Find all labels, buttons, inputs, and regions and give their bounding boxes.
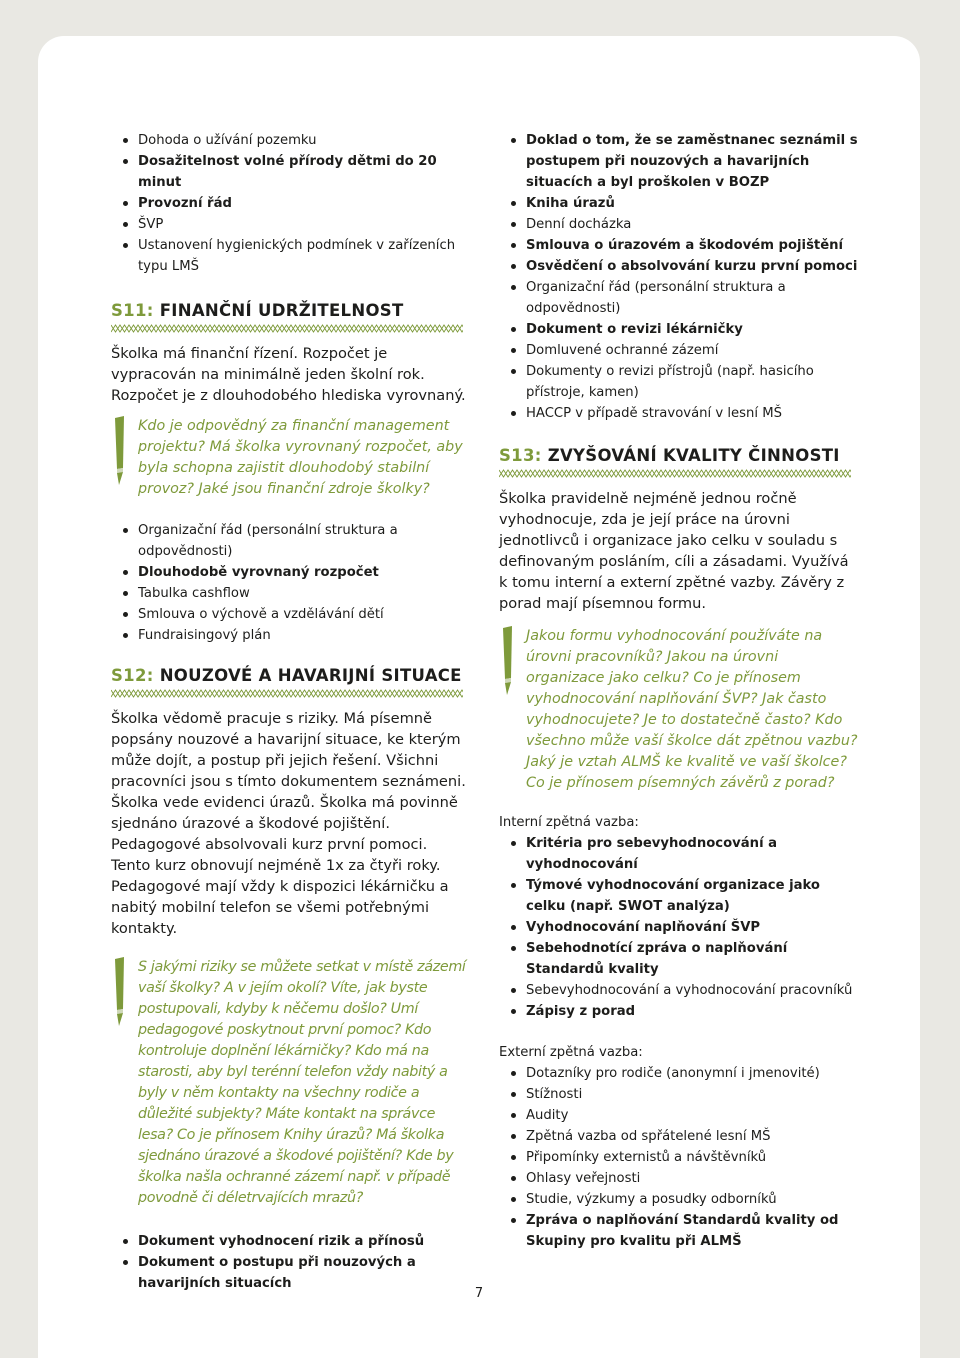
list-item: Organizační řád (personální struktura a odpovědnosti) bbox=[499, 277, 859, 319]
page-number: 7 bbox=[474, 1286, 484, 1301]
right-column bbox=[499, 130, 859, 1252]
section-code: S13: bbox=[499, 446, 542, 465]
list-item: Dotazníky pro rodiče (anonymní i jmenovité) bbox=[499, 1063, 859, 1084]
section-body-text: Školka má finanční řízení. Rozpočet je vypracován na minimálně jeden školní rok. Rozpočet je z dlouhodobého hlediska vyrovnaný. bbox=[111, 345, 466, 404]
pencil-icon bbox=[499, 626, 513, 696]
list-item: Audity bbox=[499, 1105, 859, 1126]
list-item: Domluvené ochranné zázemí bbox=[499, 340, 859, 361]
zigzag-divider bbox=[111, 324, 463, 333]
external-feedback-label: Externí zpětná vazba: bbox=[499, 1045, 643, 1060]
pencil-icon bbox=[111, 416, 125, 486]
question-text: Kdo je odpovědný za finanční management projektu? Má školka vyrovnaný rozpočet, aby byla schopna zajistit dlouhodobý stabilní provoz? Jaké jsou finanční zdroje školky? bbox=[138, 418, 463, 497]
list-item: Kniha úrazů bbox=[499, 193, 859, 214]
question-text: S jakými riziky se můžete setkat v místě zázemí vaší školky? A v jejím okolí? Víte, jak byste postupovali, kdyby k něčemu došlo? Umí pedagogové poskytnout první pomoc? Kdo kontroluje doplnění lékárničky? Kdo má na starosti, aby byl terénní telefon vždy nabitý a byly v něm kontakty na všechny rodiče a důležité subjekty? Máte kontakt na správce lesa? Co je přínosem Knihy úrazů? Má školka sjednáno úrazové a škodové pojištění? Kde by školka našla ochranné zázemí např. v případě povodně či déletrvajících mrazů? bbox=[138, 959, 466, 1206]
list-item: Dohoda o užívání pozemku bbox=[111, 130, 469, 151]
section-body-text: Školka pravidelně nejméně jednou ročně vyhodnocuje, zda je její práce na úrovni jednotlivců i organizace jako celku v souladu s definovaným posláním, cíli a zásadami. Využívá k tomu interní a externí zpětné vazby. Závěry z porad mají písemnou formu. bbox=[499, 490, 849, 612]
reflection-questions bbox=[111, 957, 469, 1209]
list-item: Připomínky externistů a návštěvníků bbox=[499, 1147, 859, 1168]
zigzag-divider bbox=[499, 469, 851, 478]
section-s13 bbox=[499, 446, 859, 1252]
list-item: Zpráva o naplňování Standardů kvality od Skupiny pro kvalitu při ALMŠ bbox=[499, 1210, 859, 1252]
list-item: ŠVP bbox=[111, 214, 469, 235]
section-title: FINANČNÍ UDRŽITELNOST bbox=[159, 301, 404, 320]
document-list-s12 bbox=[111, 1231, 469, 1294]
internal-feedback-label: Interní zpětná vazba: bbox=[499, 815, 639, 830]
top-list-left bbox=[111, 130, 469, 277]
list-item: Provozní řád bbox=[111, 193, 469, 214]
list-item: Osvědčení o absolvování kurzu první pomoci bbox=[499, 256, 859, 277]
list-item: Týmové vyhodnocování organizace jako celku (např. SWOT analýza) bbox=[499, 875, 859, 917]
list-item: Dokument o postupu při nouzových a havarijních situacích bbox=[111, 1252, 469, 1294]
list-item: Dokumenty o revizi přístrojů (např. hasicího přístroje, kamen) bbox=[499, 361, 859, 403]
page-sheet bbox=[38, 36, 920, 1358]
list-item: Dlouhodobě vyrovnaný rozpočet bbox=[111, 562, 469, 583]
list-item: HACCP v případě stravování v lesní MŠ bbox=[499, 403, 859, 424]
external-feedback-list bbox=[499, 1063, 859, 1252]
list-item: Denní docházka bbox=[499, 214, 859, 235]
top-list-right bbox=[499, 130, 859, 424]
pencil-icon bbox=[111, 957, 125, 1027]
section-s12 bbox=[111, 666, 469, 1294]
reflection-questions bbox=[111, 416, 469, 500]
section-code: S11: bbox=[111, 301, 154, 320]
document-list-s11 bbox=[111, 520, 469, 646]
list-item: Dokument vyhodnocení rizik a přínosů bbox=[111, 1231, 469, 1252]
list-item: Sebevyhodnocování a vyhodnocování pracovníků bbox=[499, 980, 859, 1001]
section-heading-s11 bbox=[111, 301, 469, 320]
list-item: Dokument o revizi lékárničky bbox=[499, 319, 859, 340]
section-body-text: Školka vědomě pracuje s riziky. Má písemně popsány nouzové a havarijní situace, ke kterým může dojít, a postup při jejich řešení. Všichni pracovníci jsou s tímto dokumentem seznámeni. Školka vede evidenci úrazů. Školka má povinně sjednáno úrazové a škodové pojištění. Pedagogové absolvovali kurz první pomoci. Tento kurz obnovují nejméně 1x za čtyři roky. Pedagogové mají vždy k dispozici lékárničku a nabitý mobilní telefon se všemi potřebnými kontakty. bbox=[111, 710, 466, 937]
left-column bbox=[111, 130, 469, 1294]
list-item: Smlouva o výchově a vzdělávání dětí bbox=[111, 604, 469, 625]
list-item: Ohlasy veřejnosti bbox=[499, 1168, 859, 1189]
section-code: S12: bbox=[111, 666, 154, 685]
list-item: Zápisy z porad bbox=[499, 1001, 859, 1022]
list-item: Zpětná vazba od spřátelené lesní MŠ bbox=[499, 1126, 859, 1147]
list-item: Kritéria pro sebevyhodnocování a vyhodnocování bbox=[499, 833, 859, 875]
list-item: Studie, výzkumy a posudky odborníků bbox=[499, 1189, 859, 1210]
section-title: ZVYŠOVÁNÍ KVALITY ČINNOSTI bbox=[547, 446, 840, 465]
list-item: Tabulka cashflow bbox=[111, 583, 469, 604]
section-heading-s13 bbox=[499, 446, 859, 465]
list-item: Sebehodnotící zpráva o naplňování Standardů kvality bbox=[499, 938, 859, 980]
list-item: Doklad o tom, že se zaměstnanec seznámil s postupem při nouzových a havarijních situacích a byl proškolen v BOZP bbox=[499, 130, 859, 193]
list-item: Fundraisingový plán bbox=[111, 625, 469, 646]
reflection-questions bbox=[499, 626, 859, 794]
section-s11 bbox=[111, 301, 469, 646]
list-item: Vyhodnocování naplňování ŠVP bbox=[499, 917, 859, 938]
list-item: Ustanovení hygienických podmínek v zařízeních typu LMŠ bbox=[111, 235, 469, 277]
list-item: Organizační řád (personální struktura a odpovědnosti) bbox=[111, 520, 469, 562]
question-text: Jakou formu vyhodnocování používáte na úrovni pracovníků? Jakou na úrovni organizace jako celku? Co je přínosem vyhodnocování naplňování ŠVP? Jak často vyhodnocujete? Je to dostatečně často? Kdo všechno může vaší školce dát zpětnou vazbu? Jaký je vztah ALMŠ ke kvalitě ve vaší školce? Co je přínosem písemných závěrů z porad? bbox=[526, 628, 858, 791]
internal-feedback-list bbox=[499, 833, 859, 1022]
list-item: Stížnosti bbox=[499, 1084, 859, 1105]
section-heading-s12 bbox=[111, 666, 469, 685]
list-item: Dosažitelnost volné přírody dětmi do 20 minut bbox=[111, 151, 469, 193]
section-title: NOUZOVÉ A HAVARIJNÍ SITUACE bbox=[159, 666, 462, 685]
zigzag-divider bbox=[111, 689, 463, 698]
list-item: Smlouva o úrazovém a škodovém pojištění bbox=[499, 235, 859, 256]
